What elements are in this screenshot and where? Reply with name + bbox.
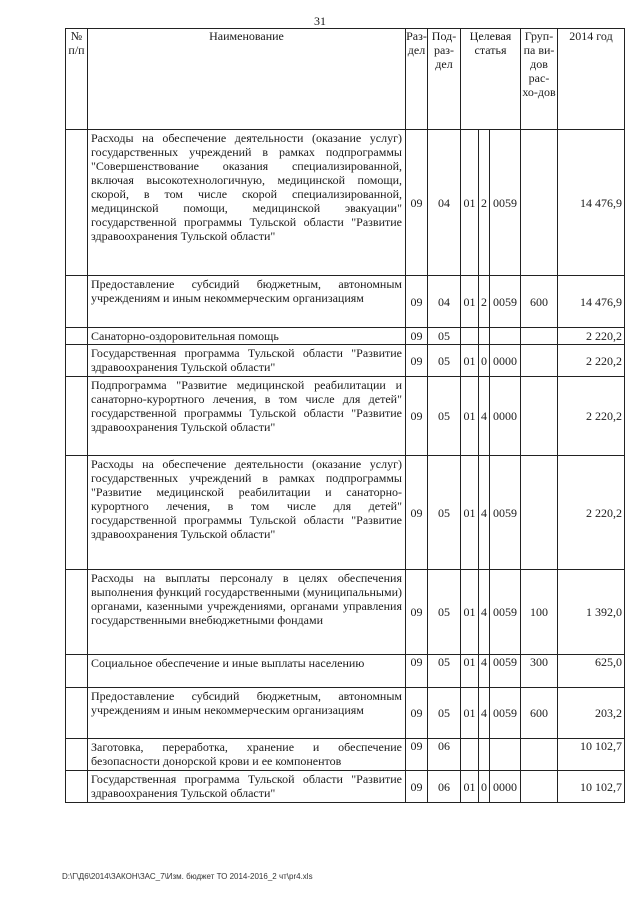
row-tselevaya-part3: 0059	[490, 570, 521, 655]
row-tselevaya-part2: 4	[479, 688, 490, 739]
row-tselevaya-part2: 0	[479, 771, 490, 803]
row-tselevaya-part2: 0	[479, 345, 490, 377]
table-row	[66, 377, 625, 456]
row-vid-raskhodov: 100	[521, 570, 558, 655]
table-row	[66, 130, 625, 276]
row-razdel: 09	[406, 276, 428, 328]
row-number-cell	[66, 345, 88, 377]
row-tselevaya-part1	[461, 328, 479, 345]
row-vid-raskhodov: 600	[521, 276, 558, 328]
table-row	[66, 570, 625, 655]
row-vid-raskhodov	[521, 130, 558, 276]
row-amount: 203,2	[558, 688, 625, 739]
row-podrazdel: 05	[428, 345, 461, 377]
row-podrazdel: 04	[428, 130, 461, 276]
row-tselevaya-part2: 4	[479, 456, 490, 570]
row-tselevaya-part1: 01	[461, 130, 479, 276]
row-number-cell	[66, 771, 88, 803]
row-tselevaya-part1: 01	[461, 276, 479, 328]
row-razdel: 09	[406, 130, 428, 276]
row-amount: 2 220,2	[558, 377, 625, 456]
row-podrazdel: 05	[428, 328, 461, 345]
row-podrazdel: 05	[428, 570, 461, 655]
row-number-cell	[66, 739, 88, 771]
row-tselevaya-part2: 2	[479, 276, 490, 328]
row-tselevaya-part3: 0059	[490, 655, 521, 688]
row-tselevaya-part1: 01	[461, 345, 479, 377]
row-amount: 2 220,2	[558, 345, 625, 377]
row-number-cell	[66, 688, 88, 739]
row-amount: 2 220,2	[558, 456, 625, 570]
row-razdel: 09	[406, 345, 428, 377]
row-tselevaya-part1: 01	[461, 570, 479, 655]
row-tselevaya-part3: 0000	[490, 345, 521, 377]
row-tselevaya-part1: 01	[461, 377, 479, 456]
row-name: Предоставление субсидий бюджетным, автономным учреждениям и иным некоммерческим организациям	[88, 688, 406, 739]
row-name: Государственная программа Тульской области "Развитие здравоохранения Тульской области"	[88, 771, 406, 803]
table-row	[66, 276, 625, 328]
header-tselevaya-statya: Целевая статья	[461, 29, 521, 130]
header-no: № п/п	[66, 29, 88, 130]
table-row	[66, 345, 625, 377]
row-podrazdel: 04	[428, 276, 461, 328]
row-amount: 1 392,0	[558, 570, 625, 655]
row-tselevaya-part2	[479, 739, 490, 771]
row-tselevaya-part2	[479, 328, 490, 345]
row-razdel: 09	[406, 570, 428, 655]
row-amount: 10 102,7	[558, 771, 625, 803]
table-row	[66, 739, 625, 771]
row-podrazdel: 06	[428, 771, 461, 803]
row-podrazdel: 05	[428, 688, 461, 739]
row-tselevaya-part3: 0000	[490, 377, 521, 456]
row-tselevaya-part1: 01	[461, 688, 479, 739]
row-podrazdel: 05	[428, 655, 461, 688]
header-razdel: Раз-дел	[406, 29, 428, 130]
row-number-cell	[66, 655, 88, 688]
row-tselevaya-part3	[490, 328, 521, 345]
row-vid-raskhodov	[521, 345, 558, 377]
file-path-footer: D:\Г\Д6\2014\ЗАКОН\ЗАС_7\Изм. бюджет ТО 2014-2016_2 чт\рr4.xls	[62, 872, 313, 881]
row-razdel: 09	[406, 739, 428, 771]
row-tselevaya-part3: 0059	[490, 688, 521, 739]
row-tselevaya-part1: 01	[461, 456, 479, 570]
header-year: 2014 год	[558, 29, 625, 130]
row-tselevaya-part3	[490, 739, 521, 771]
row-vid-raskhodov: 600	[521, 688, 558, 739]
row-name: Государственная программа Тульской области "Развитие здравоохранения Тульской области"	[88, 345, 406, 377]
row-tselevaya-part2: 4	[479, 377, 490, 456]
row-razdel: 09	[406, 377, 428, 456]
table-row	[66, 771, 625, 803]
row-tselevaya-part2: 4	[479, 655, 490, 688]
row-vid-raskhodov	[521, 377, 558, 456]
row-vid-raskhodov	[521, 771, 558, 803]
header-row	[66, 29, 625, 130]
row-tselevaya-part3: 0059	[490, 130, 521, 276]
row-name: Предоставление субсидий бюджетным, автономным учреждениям и иным некоммерческим организациям	[88, 276, 406, 328]
row-tselevaya-part2: 4	[479, 570, 490, 655]
row-amount: 10 102,7	[558, 739, 625, 771]
row-number-cell	[66, 276, 88, 328]
row-podrazdel: 05	[428, 456, 461, 570]
table-row	[66, 456, 625, 570]
row-name: Расходы на выплаты персоналу в целях обеспечения выполнения функций государственными (муниципальными) органами, казенными учреждениями, органами управления государственными внебюджетными фондами	[88, 570, 406, 655]
row-number-cell	[66, 130, 88, 276]
row-vid-raskhodov	[521, 739, 558, 771]
row-vid-raskhodov	[521, 456, 558, 570]
row-amount: 625,0	[558, 655, 625, 688]
row-tselevaya-part1: 01	[461, 655, 479, 688]
table-row	[66, 328, 625, 345]
table-row	[66, 688, 625, 739]
row-name: Санаторно-оздоровительная помощь	[88, 328, 406, 345]
row-number-cell	[66, 456, 88, 570]
row-number-cell	[66, 570, 88, 655]
row-amount: 2 220,2	[558, 328, 625, 345]
row-name: Социальное обеспечение и иные выплаты населению	[88, 655, 406, 688]
row-name: Расходы на обеспечение деятельности (оказание услуг) государственных учреждений в рамках подпрограммы "Развитие медицинской реабилитации и санаторно-курортного лечения, в том числе для детей" государственной программы Тульской области "Развитие здравоохранения Тульской области"	[88, 456, 406, 570]
row-tselevaya-part1	[461, 739, 479, 771]
row-podrazdel: 06	[428, 739, 461, 771]
row-tselevaya-part3: 0059	[490, 456, 521, 570]
row-amount: 14 476,9	[558, 276, 625, 328]
row-amount: 14 476,9	[558, 130, 625, 276]
row-podrazdel: 05	[428, 377, 461, 456]
row-vid-raskhodov	[521, 328, 558, 345]
header-podrazdel: Под-раз-дел	[428, 29, 461, 130]
header-gruppa-vidov-raskhodov: Груп-па ви-дов рас-хо-дов	[521, 29, 558, 130]
row-name: Заготовка, переработка, хранение и обеспечение безопасности донорской крови и ее компонентов	[88, 739, 406, 771]
row-tselevaya-part3: 0000	[490, 771, 521, 803]
row-razdel: 09	[406, 456, 428, 570]
row-tselevaya-part1: 01	[461, 771, 479, 803]
row-name: Подпрограмма "Развитие медицинской реабилитации и санаторно-курортного лечения, в том числе для детей" государственной программы Тульской области "Развитие здравоохранения Тульской области"	[88, 377, 406, 456]
row-number-cell	[66, 328, 88, 345]
row-razdel: 09	[406, 655, 428, 688]
row-razdel: 09	[406, 688, 428, 739]
page-number: 31	[314, 14, 326, 28]
row-name: Расходы на обеспечение деятельности (оказание услуг) государственных учреждений в рамках подпрограммы "Совершенствование оказания специализированной, включая высокотехнологичную, медицинской помощи, скорой, в том числе скорой специализированной, медицинской помощи, медицинской эвакуации" государственной программы Тульской области "Развитие здравоохранения Тульской области"	[88, 130, 406, 276]
header-name: Наименование	[88, 29, 406, 130]
budget-table	[65, 28, 625, 803]
table-row	[66, 655, 625, 688]
row-razdel: 09	[406, 328, 428, 345]
row-tselevaya-part3: 0059	[490, 276, 521, 328]
row-tselevaya-part2: 2	[479, 130, 490, 276]
row-vid-raskhodov: 300	[521, 655, 558, 688]
row-razdel: 09	[406, 771, 428, 803]
row-number-cell	[66, 377, 88, 456]
